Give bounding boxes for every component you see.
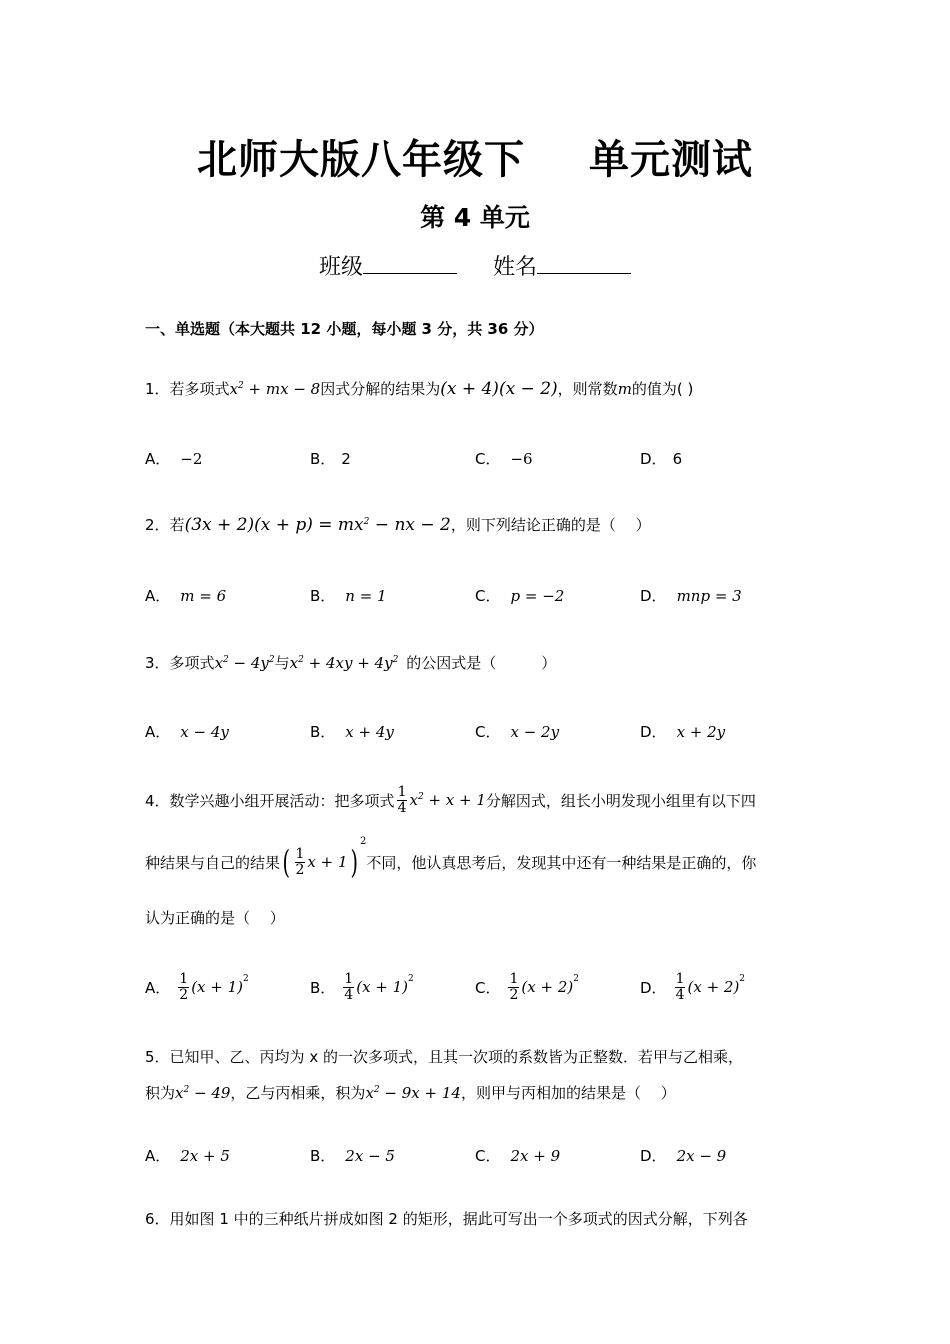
question-1 xyxy=(145,378,693,399)
q4-poly: $x^2 + x + 1$ xyxy=(409,791,486,809)
q1-polynomial: $x^2$ + mx − 8 xyxy=(229,380,321,398)
q5-option-a[interactable]: A． 2x + 5 xyxy=(145,1147,230,1165)
q5-text: ，则甲与丙相加的结果是（ ） xyxy=(460,1084,676,1102)
q1-m: m xyxy=(617,380,632,398)
q5-option-b[interactable]: B． 2x − 5 xyxy=(310,1147,395,1165)
q2-option-a[interactable]: A． m = 6 xyxy=(145,587,227,605)
q3-text: 多项式 xyxy=(169,654,215,672)
q5-option-c[interactable]: C． 2x + 9 xyxy=(475,1147,561,1165)
page-title xyxy=(0,128,950,185)
q5-product-1: $x^2 - 49$ xyxy=(175,1084,231,1102)
q5-product-2: $x^2 - 9x + 14$ xyxy=(365,1084,461,1102)
q5-text: 已知甲、乙、丙均为 x 的一次多项式，且其一次项的系数皆为正整数．若甲与乙相乘， xyxy=(169,1048,743,1066)
q3-option-b[interactable]: B． x + 4y xyxy=(310,723,394,741)
unit-heading: 第 4 单元 xyxy=(420,203,530,232)
q5-number: 5． xyxy=(145,1048,170,1066)
q5-text: 积为 xyxy=(145,1084,176,1102)
q4-text: 数学兴趣小组开展活动：把多项式 xyxy=(169,791,395,810)
q4-fraction: $\frac{1}{2}$ xyxy=(295,845,305,878)
q6-text: 用如图 1 中的三种纸片拼成如图 2 的矩形，据此可写出一个多项式的因式分解，下列各 xyxy=(169,1210,748,1228)
q5-text: ，乙与丙相乘，积为 xyxy=(230,1084,366,1102)
q1-text: ，则常数 xyxy=(557,380,618,398)
question-6-line-1 xyxy=(145,1208,748,1229)
q1-text: 因式分解的结果为 xyxy=(320,380,441,398)
q3-text: 的公因式是（ ） xyxy=(406,654,557,672)
title-left: 北师大版八年级下 xyxy=(197,137,525,183)
q1-text: 的值为( ) xyxy=(631,380,694,398)
name-label: 姓名 xyxy=(493,255,538,280)
q4-fraction: $\frac{1}{4}$ xyxy=(397,783,407,816)
q3-option-c[interactable]: C． x − 2y xyxy=(475,723,560,741)
q4-text: 分解因式，组长小明发现小组里有以下四 xyxy=(485,791,756,810)
class-label: 班级 xyxy=(318,255,363,280)
question-5-line-1 xyxy=(145,1046,743,1067)
q1-option-b[interactable]: B． 2 xyxy=(310,450,351,468)
q1-number: 1． xyxy=(145,380,170,398)
q6-number: 6． xyxy=(145,1210,170,1228)
question-3 xyxy=(145,652,556,673)
q4-option-b[interactable]: B． $\frac{1}{4}$ (x + 1) 2 xyxy=(310,970,414,1003)
q2-option-c[interactable]: C． p = −2 xyxy=(475,587,565,605)
q5-option-d[interactable]: D． 2x − 9 xyxy=(640,1147,727,1165)
q1-option-c[interactable]: C． −6 xyxy=(475,450,533,468)
question-4-line-3: 认为正确的是（ ） xyxy=(145,909,285,927)
question-4-line-2: 种结果与自己的结果 ( $\frac{1}{2}$ x + 1 ) 2 不同，他认真思考后，发现其中还有一种结果是正确的，你 xyxy=(145,836,757,881)
name-blank xyxy=(537,253,631,274)
q1-factored: (x + 4)(x − 2) xyxy=(440,379,558,399)
q4-number: 4． xyxy=(145,791,170,810)
q3-option-a[interactable]: A． x − 4y xyxy=(145,723,229,741)
q2-text: ，则下列结论正确的是（ ） xyxy=(450,516,651,534)
q2-option-b[interactable]: B． n = 1 xyxy=(310,587,387,605)
class-blank xyxy=(363,253,457,274)
section-heading: 一、单选题（本大题共 12 小题，每小题 3 分，共 36 分） xyxy=(145,320,544,338)
q3-poly-2: $x^2 + 4xy + 4y^2$ xyxy=(289,654,399,672)
question-4-line-1 xyxy=(145,778,756,822)
q3-number: 3． xyxy=(145,654,170,672)
q2-text: 若 xyxy=(169,516,185,534)
q3-poly-1: $x^2 - 4y^2$ xyxy=(214,654,275,672)
q2-number: 2． xyxy=(145,516,170,534)
class-name-line xyxy=(0,250,950,281)
question-5-line-2 xyxy=(145,1082,676,1103)
question-2 xyxy=(145,514,651,535)
q3-text: 与 xyxy=(274,654,290,672)
q1-option-d[interactable]: D． 6 xyxy=(640,450,683,468)
q2-option-d[interactable]: D． mnp = 3 xyxy=(640,587,742,605)
q3-option-d[interactable]: D． x + 2y xyxy=(640,723,726,741)
q4-option-d[interactable]: D． $\frac{1}{4}$ (x + 2) 2 xyxy=(640,970,746,1003)
q1-option-a[interactable]: A． −2 xyxy=(145,450,203,468)
q4-option-a[interactable]: A． $\frac{1}{2}$ (x + 1) 2 xyxy=(145,970,249,1003)
q2-equation: $(3x + 2)(x + p) = mx^2$ − nx − 2 xyxy=(184,515,451,535)
q4-option-c[interactable]: C． $\frac{1}{2}$ (x + 2) 2 xyxy=(475,970,579,1003)
q4-text: 不同，他认真思考后，发现其中还有一种结果是正确的，你 xyxy=(366,853,757,872)
q1-text: 若多项式 xyxy=(169,380,230,398)
title-right: 单元测试 xyxy=(589,137,753,183)
q4-text: 种结果与自己的结果 xyxy=(145,853,281,872)
